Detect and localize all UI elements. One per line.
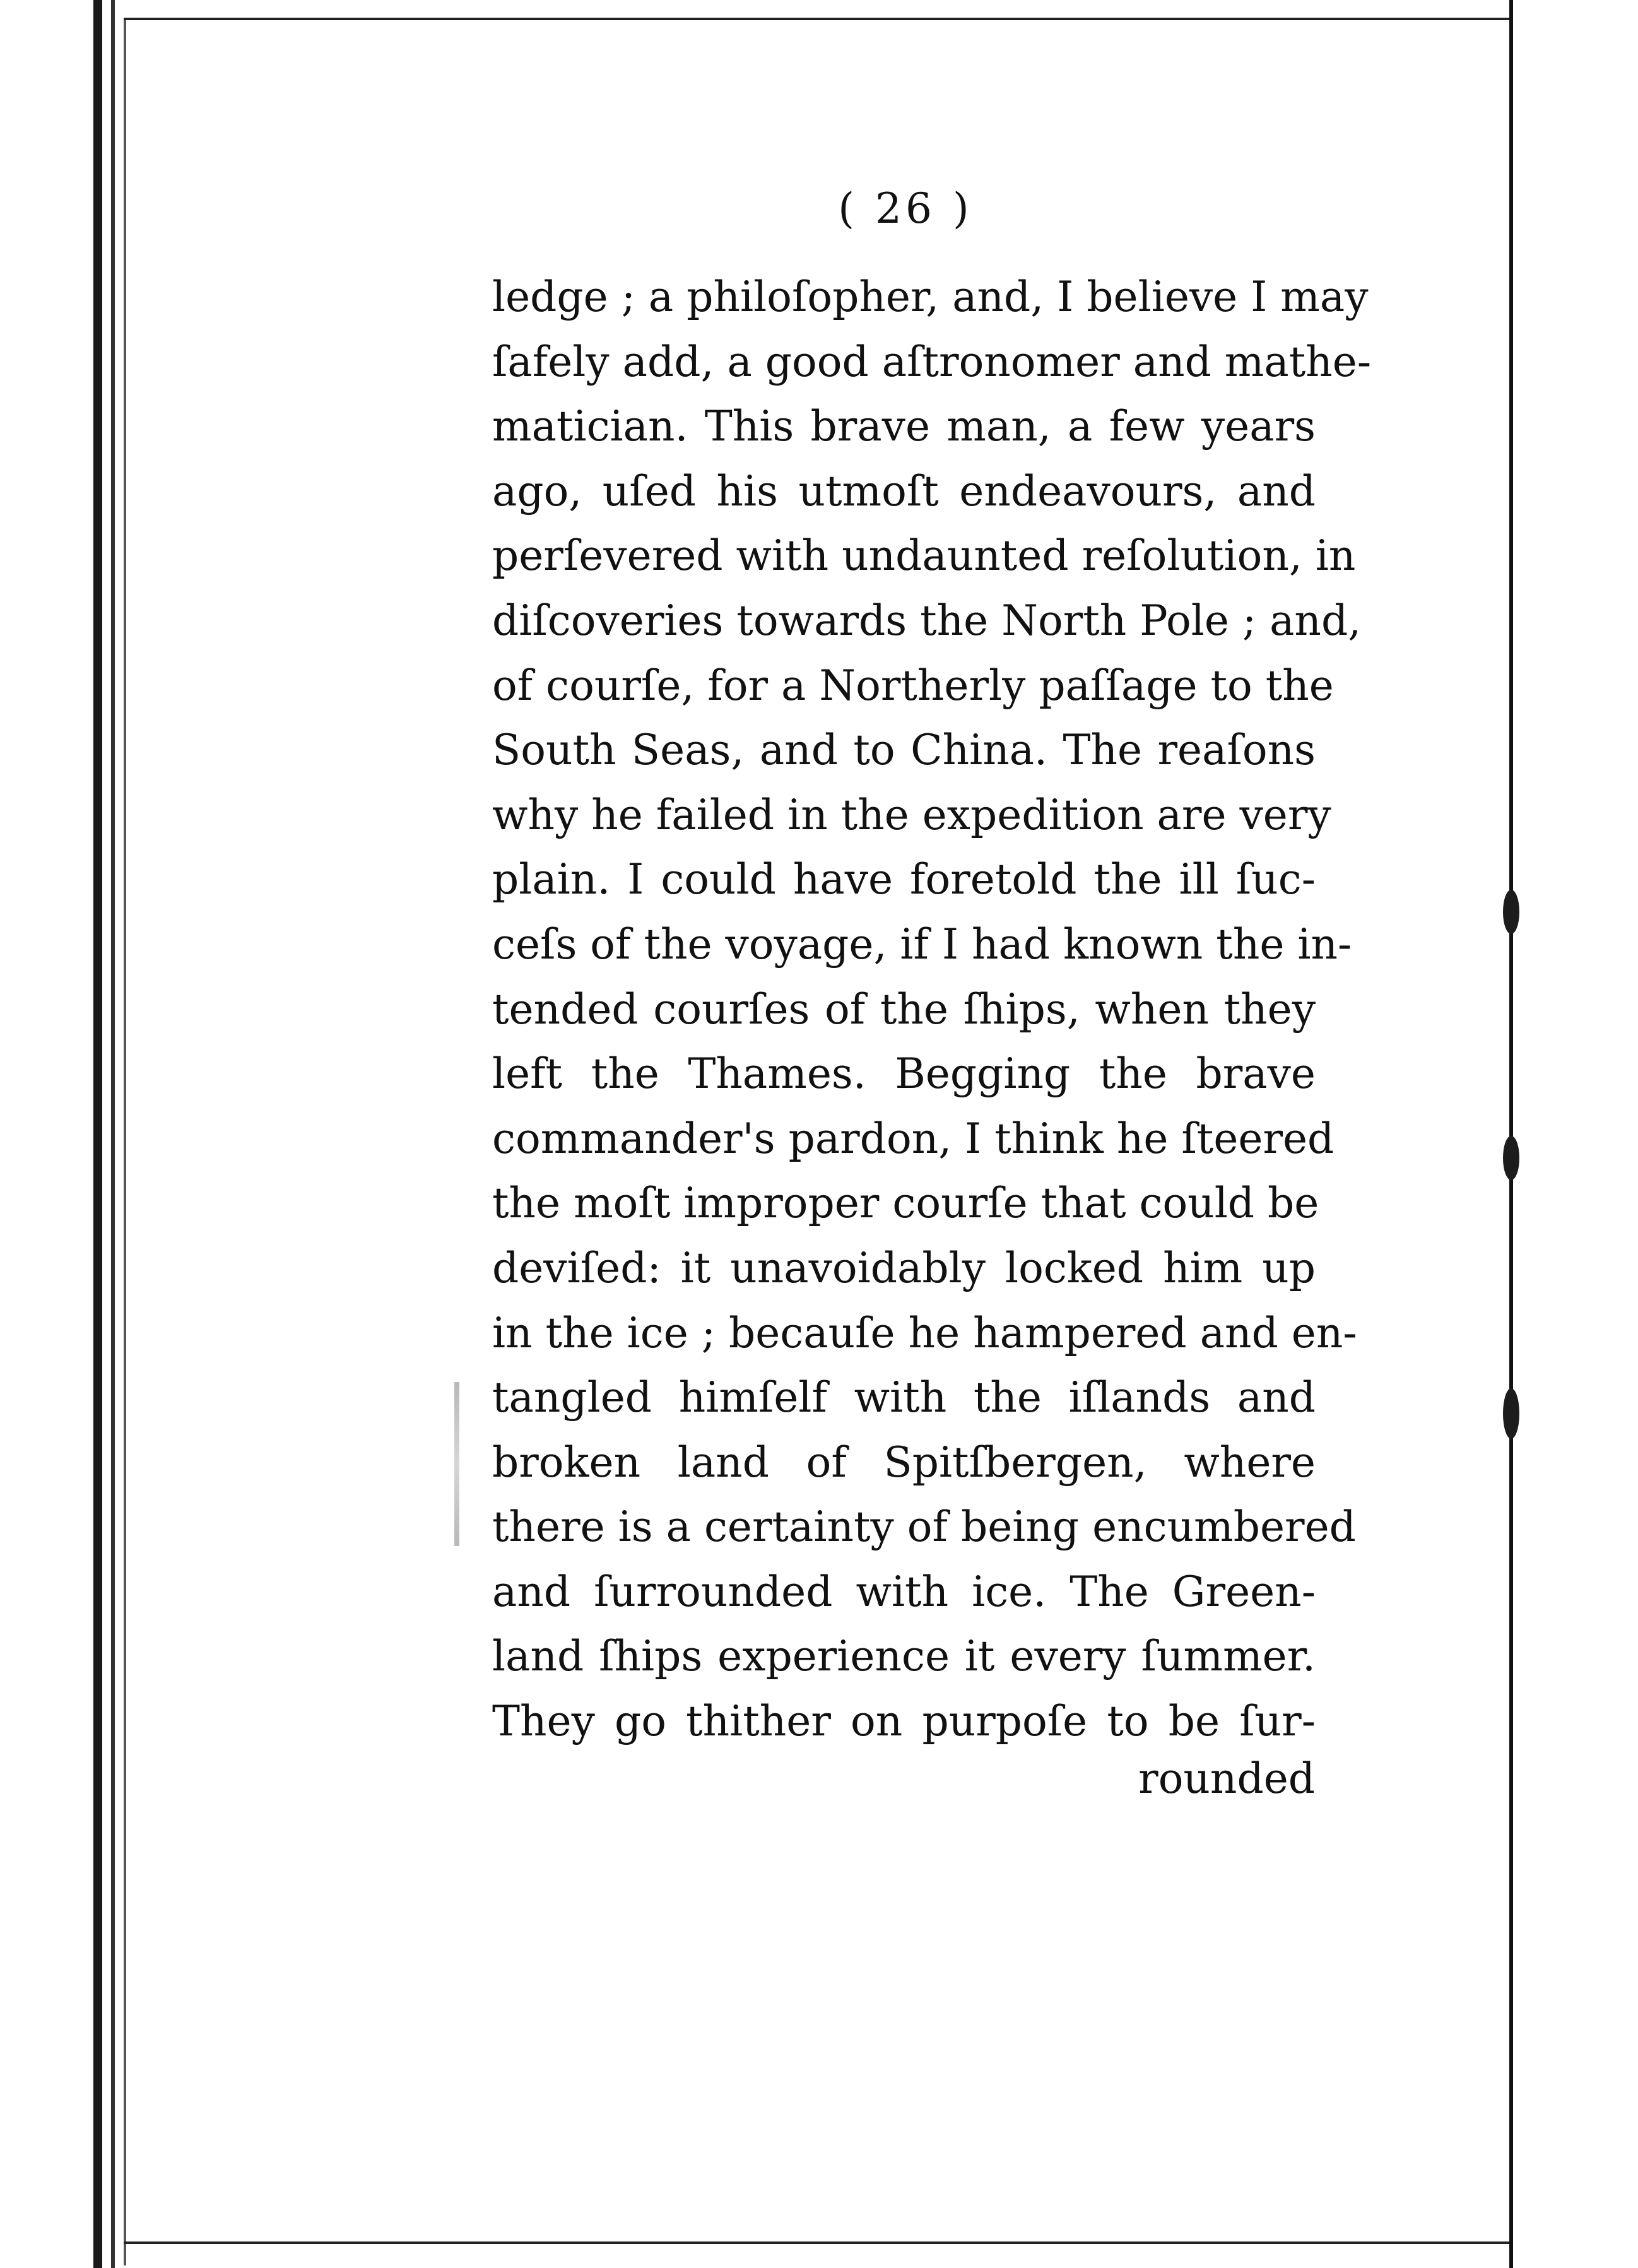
text-line: left the Thames. Begging the brave [492,1049,1316,1099]
text-line: tended courſes of the ſhips, when they [492,984,1316,1034]
text-line: They go thither on purpoſe to be ſur- [492,1697,1316,1746]
text-line: the moſt improper courſe that could be [492,1179,1319,1228]
page-stack-edge [124,19,126,2265]
binding-stitch-mark [1503,890,1519,934]
book-binding-edge [93,0,102,2268]
text-line: deviſed: it unavoidably locked him up [492,1243,1316,1292]
text-line: plain. I could have foretold the ill ſuc- [492,855,1316,904]
text-line: matician. This brave man, a few years [492,402,1316,451]
page-number: ( 26 ) [838,184,973,233]
body-text [492,265,1372,1754]
text-line: of courſe, for a Northerly paſſage to the [492,661,1334,710]
text-line: perſevered with undaunted reſolution, in [492,531,1356,581]
text-line: why he failed in the expedition are very [492,790,1331,839]
binding-stitch-mark [1503,1388,1519,1439]
text-line: tangled himſelf with the iſlands and [492,1373,1316,1422]
page-bottom-edge [124,2241,1512,2244]
text-line: ceſs of the voyage, if I had known the in- [492,919,1352,969]
text-line: ſafely add, a good aſtronomer and mathe- [492,337,1372,386]
page-top-edge [124,18,1512,20]
page-gutter-edge [1509,0,1513,2268]
text-line: ago, uſed his utmoſt endeavours, and [492,466,1316,516]
text-line: diſcoveries towards the North Pole ; and, [492,596,1362,645]
catchword: rounded [1138,1754,1315,1803]
text-line: and ſurrounded with ice. The Green- [492,1567,1316,1616]
text-line: broken land of Spitſbergen, where [492,1438,1316,1487]
binding-stitch-mark [1503,1136,1519,1180]
text-line: land ſhips experience it every ſummer. [492,1632,1316,1681]
book-binding-edge-inner [111,0,115,2268]
text-line: ledge ; a philoſopher, and, I believe I may [492,273,1369,321]
margin-bleed-mark [454,1382,459,1546]
text-line: commander's pardon, I think he ſteered [492,1114,1335,1163]
text-line: South Seas, and to China. The reaſons [492,726,1316,775]
text-line: there is a certainty of being encumbered [492,1503,1356,1552]
text-line: in the ice ; becauſe he hampered and en- [492,1308,1357,1357]
